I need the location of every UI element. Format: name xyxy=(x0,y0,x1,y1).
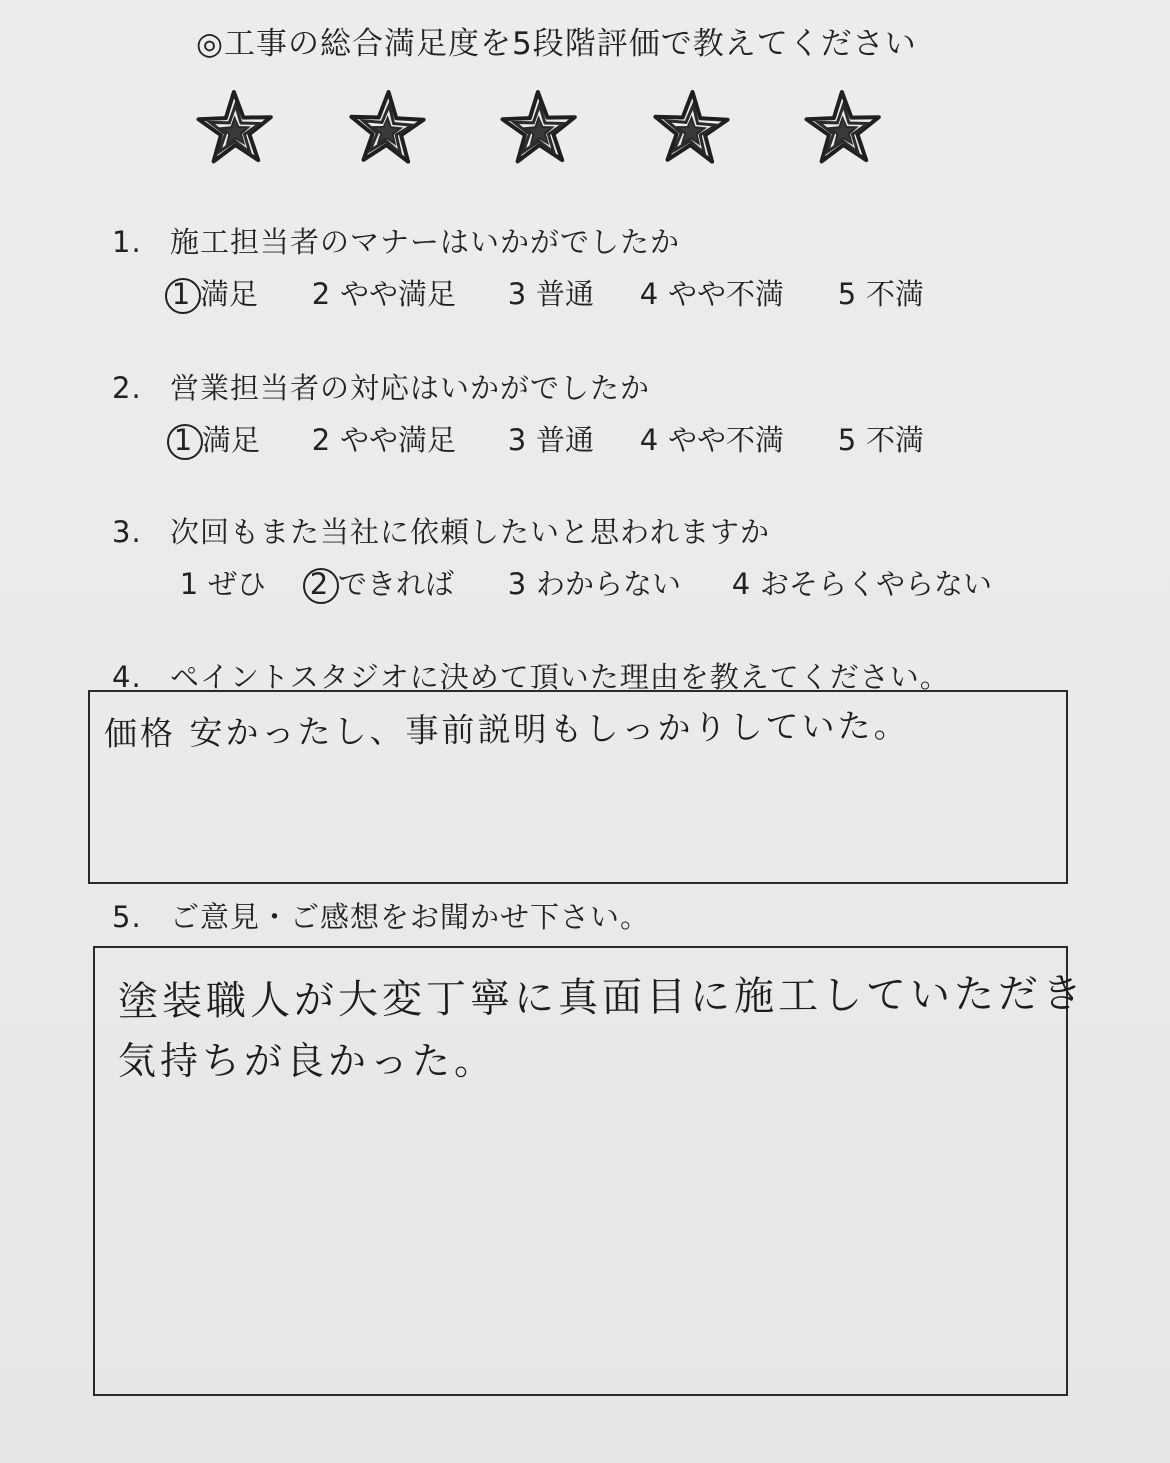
q2-option-5[interactable]: 5 不満 xyxy=(837,423,925,457)
rating-star-icon[interactable] xyxy=(342,88,432,168)
q2-option-2[interactable]: 2 やや満足 xyxy=(311,423,457,457)
question-5-number: 5. xyxy=(112,900,142,934)
question-2 xyxy=(112,366,650,407)
q2-option-3[interactable]: 3 普通 xyxy=(507,423,595,457)
q1-option-4[interactable]: 4 やや不満 xyxy=(639,277,785,311)
q1-option-3[interactable]: 3 普通 xyxy=(507,277,595,311)
q1-option-2[interactable]: 2 やや満足 xyxy=(311,277,457,311)
q2-option-4[interactable]: 4 やや不満 xyxy=(639,423,785,457)
answer-5-handwriting-line-1: 塗装職人が大変丁寧に真面目に施工していただき xyxy=(117,970,1087,1026)
question-2-options xyxy=(164,418,964,458)
question-2-number: 2. xyxy=(112,371,142,405)
q1-option-5[interactable]: 5 不満 xyxy=(837,277,925,311)
rating-star-icon[interactable] xyxy=(646,88,736,168)
question-4-text: ペイントスタジオに決めて頂いた理由を教えてください。 xyxy=(170,660,950,694)
q3-option-3[interactable]: 3 わからない xyxy=(507,567,682,601)
rating-star-icon[interactable] xyxy=(190,88,280,168)
rating-star-icon[interactable] xyxy=(798,88,888,168)
answer-4-handwriting: 価格 安かったし、事前説明もしっかりしていた。 xyxy=(103,705,910,754)
question-3-options xyxy=(170,562,1030,602)
survey-title: ◎工事の総合満足度を5段階評価で教えてください xyxy=(196,26,917,62)
q3-option-1[interactable]: 1 ぜひ xyxy=(179,567,267,601)
question-3-number: 3. xyxy=(112,515,142,549)
rating-star-icon[interactable] xyxy=(494,88,584,168)
question-3-text: 次回もまた当社に依頼したいと思われますか xyxy=(170,515,771,549)
question-1-number: 1. xyxy=(112,225,142,259)
answer-5-handwriting-line-2: 気持ちが良かった。 xyxy=(118,1039,497,1083)
question-5 xyxy=(112,895,650,936)
q3-option-4[interactable]: 4 おそらくやらない xyxy=(731,567,993,601)
question-1-options xyxy=(162,272,962,312)
question-3 xyxy=(112,510,770,551)
star-rating xyxy=(190,88,900,168)
question-4-number: 4. xyxy=(112,660,142,694)
q3-option-2[interactable]: 2 できれば xyxy=(300,562,454,603)
question-5-text: ご意見・ご感想をお聞かせ下さい。 xyxy=(170,900,651,934)
q1-option-1[interactable]: 1 満足 xyxy=(162,272,258,313)
question-2-text: 営業担当者の対応はいかがでしたか xyxy=(170,371,651,405)
question-1 xyxy=(112,220,680,261)
q2-option-1[interactable]: 1 満足 xyxy=(164,418,260,459)
question-1-text: 施工担当者のマナーはいかがでしたか xyxy=(170,225,681,259)
